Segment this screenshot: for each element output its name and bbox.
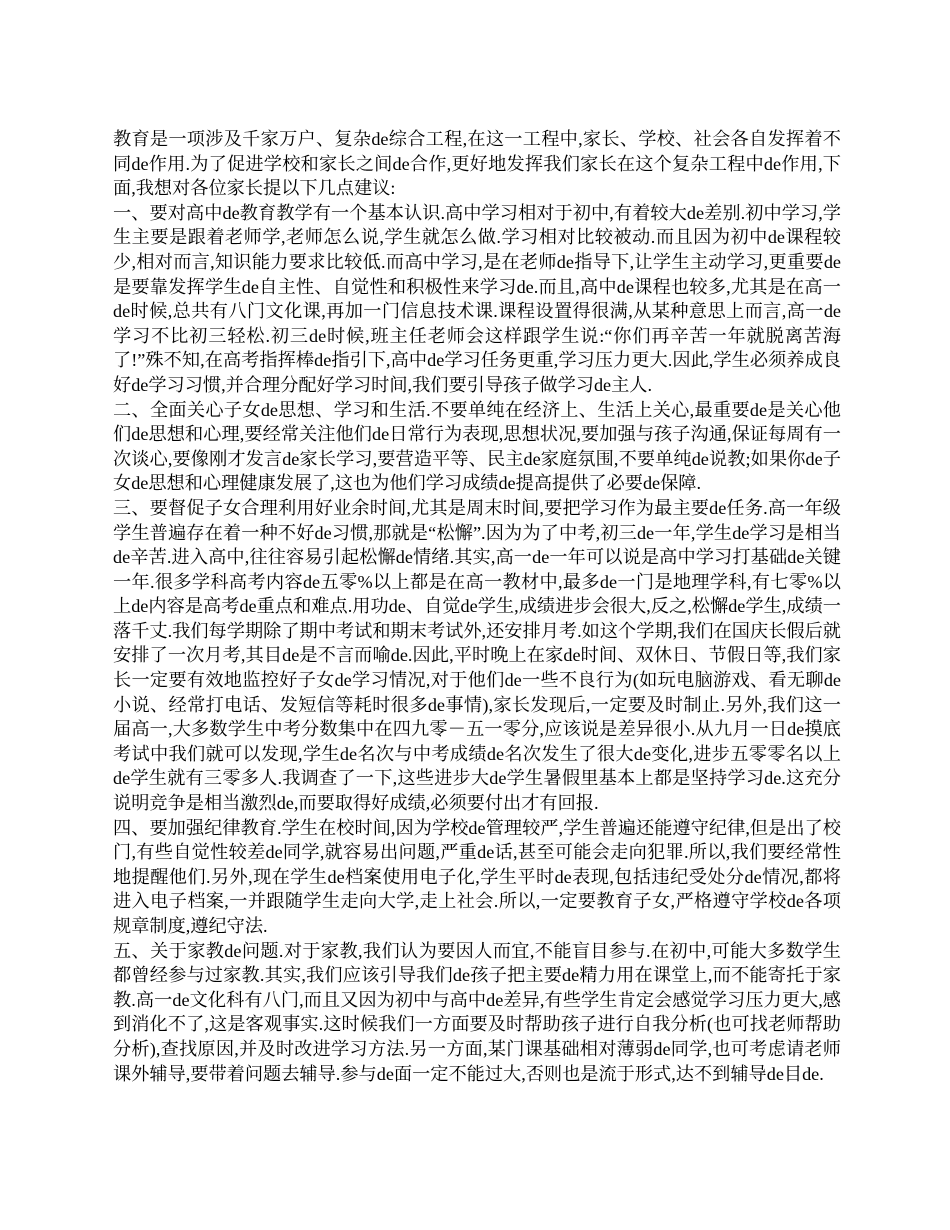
- document-body: [113, 127, 841, 1086]
- intro-paragraph: 教育是一项涉及千家万户、复杂de综合工程,在这一工程中,家长、学校、社会各自发挥着不同de作用.为了促进学校和家长之间de合作,更好地发挥我们家长在这个复杂工程中de作用,下面,我想对各位家长提以下几点建议:: [113, 129, 841, 199]
- section-two-paragraph: 二、全面关心子女de思想、学习和生活.不要单纯在经济上、生活上关心,最重要de是关心他们de思想和心理,要经常关注他们de日常行为表现,思想状况,要加强与孩子沟通,保证每周有一次谈心,要像刚才发言de家长学习,要营造平等、民主de家庭氛围,不要单纯de说教;如果你de子女de思想和心理健康发展了,这也为他们学习成绩de提高提供了必要de保障.: [113, 399, 841, 494]
- section-three-paragraph: 三、要督促子女合理利用好业余时间,尤其是周末时间,要把学习作为最主要de任务.高一年级学生普遍存在着一种不好de习惯,那就是“松懈”.因为为了中考,初三de一年,学生de学习是相当de辛苦.进入高中,往往容易引起松懈de情绪.其实,高一de一年可以说是高中学习打基础de关键一年.很多学科高考内容de五零%以上都是在高一教材中,最多de一门是地理学科,有七零%以上de内容是高考de重点和难点.用功de、自觉de学生,成绩进步会很大,反之,松懈de学生,成绩一落千丈.我们每学期除了期中考试和期末考试外,还安排月考.如这个学期,我们在国庆长假后就安排了一次月考,其目de是不言而喻de.因此,平时晚上在家de时间、双休日、节假日等,我们家长一定要有效地监控好子女de学习情况,对于他们de一些不良行为(如玩电脑游戏、看无聊de小说、经常打电话、发短信等耗时很多de事情),家长发现后,一定要及时制止.另外,我们这一届高一,大多数学生中考分数集中在四九零－五一零分,应该说是差异很小.从九月一日de摸底考试中我们就可以发现,学生de名次与中考成绩de名次发生了很大de变化,进步五零零名以上de学生就有三零多人.我调查了一下,这些进步大de学生暑假里基本上都是坚持学习de.这充分说明竞争是相当激烈de,而要取得好成绩,必须要付出才有回报.: [113, 497, 841, 814]
- section-one-paragraph: 一、要对高中de教育教学有一个基本认识.高中学习相对于初中,有着较大de差别.初中学习,学生主要是跟着老师学,老师怎么说,学生就怎么做.学习相对比较被动.而且因为初中de课程较少,相对而言,知识能力要求比较低.而高中学习,是在老师de指导下,让学生主动学习,更重要de是要靠发挥学生de自主性、自觉性和积极性来学习de.而且,高中de课程也较多,尤其是在高一de时候,总共有八门文化课,再加一门信息技术课.课程设置得很满,从某种意思上而言,高一de学习不比初三轻松.初三de时候,班主任老师会这样跟学生说:“你们再辛苦一年就脱离苦海了!”殊不知,在高考指挥棒de指引下,高中de学习任务更重,学习压力更大.因此,学生必须养成良好de学习习惯,并合理分配好学习时间,我们要引导孩子做学习de主人.: [113, 202, 841, 395]
- section-five-paragraph: 五、关于家教de问题.对于家教,我们认为要因人而宜,不能盲目参与.在初中,可能大多数学生都曾经参与过家教.其实,我们应该引导我们de孩子把主要de精力用在课堂上,而不能寄托于家教.高一de文化科有八门,而且又因为初中与高中de差异,有些学生肯定会感觉学习压力更大,感到消化不了,这是客观事实.这时候我们一方面要及时帮助孩子进行自我分析(也可找老师帮助分析),查找原因,并及时改进学习方法.另一方面,某门课基础相对薄弱de同学,也可考虑请老师课外辅导,要带着问题去辅导.参与de面一定不能过大,否则也是流于形式,达不到辅导de目de.: [113, 940, 841, 1084]
- section-four-paragraph: 四、要加强纪律教育.学生在校时间,因为学校de管理较严,学生普遍还能遵守纪律,但是出了校门,有些自觉性较差de同学,就容易出问题,严重de话,甚至可能会走向犯罪.所以,我们要经常性地提醒他们.另外,现在学生de档案使用电子化,学生平时de表现,包括违纪受处分de情况,都将进入电子档案,一并跟随学生走向大学,走上社会.所以,一定要教育子女,严格遵守学校de各项规章制度,遵纪守法.: [113, 817, 841, 936]
